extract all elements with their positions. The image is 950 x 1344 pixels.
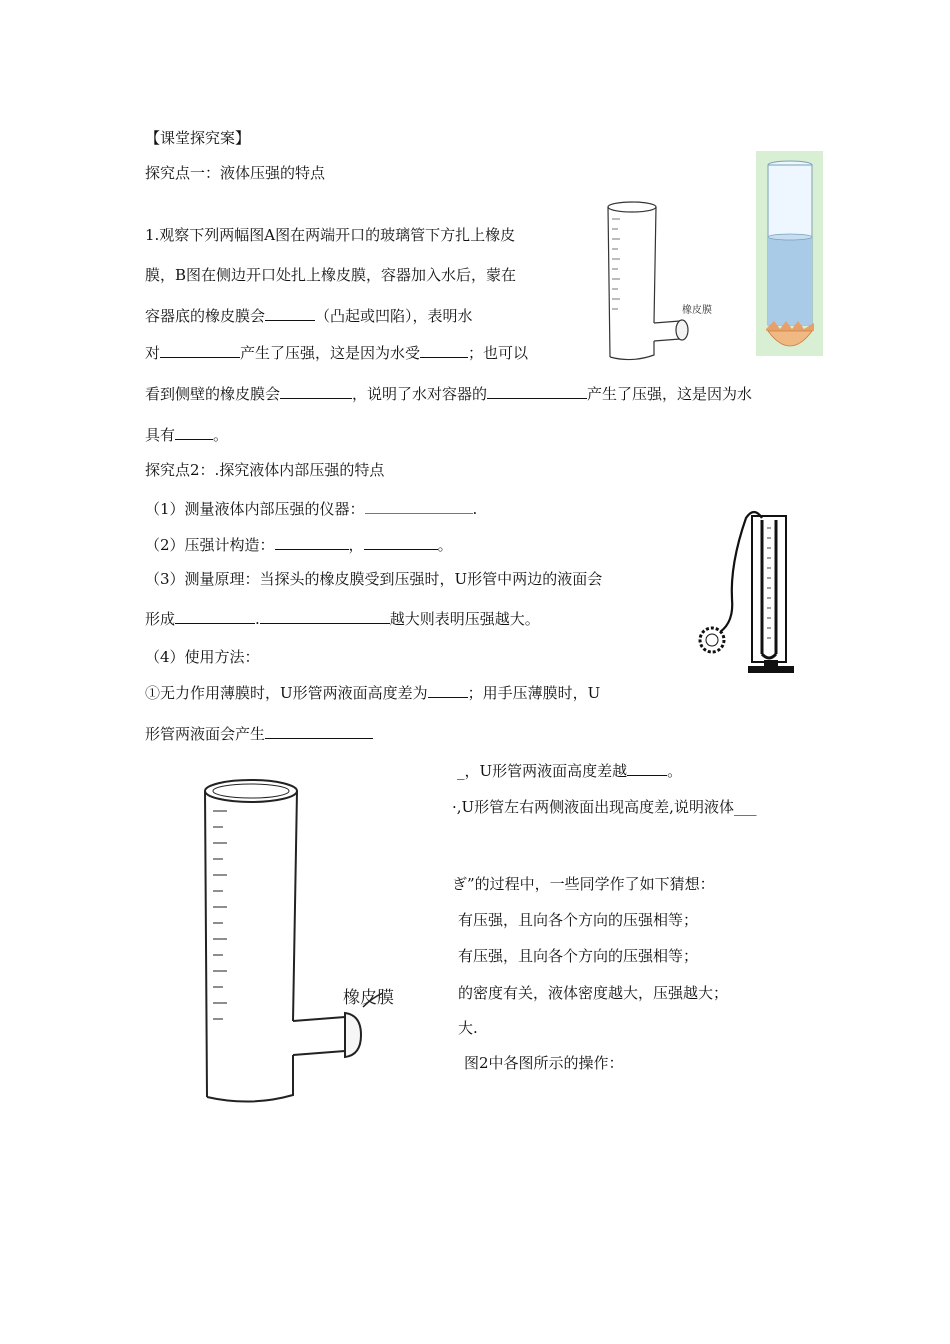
q1-line6 [145,425,228,445]
answer-blank[interactable] [160,343,240,358]
q1-line5-text: ，说明了水对容器的 [352,385,488,403]
answer-blank[interactable] [487,384,587,399]
q1-line3 [145,306,473,326]
q1-line4-text: ；也可以 [468,344,529,362]
answer-blank[interactable] [260,609,390,624]
p2-item1-text: . [472,500,478,518]
answer-blank[interactable] [175,609,255,624]
q1-line3-text: （凸起或凹陷），表明水 [315,307,473,325]
q1-line5-text: 产生了压强，这是因为水 [587,385,753,403]
guess-5: 图2中各图所示的操作： [464,1054,624,1072]
method-text: ；用手压薄膜时，U [467,684,601,702]
p2-item3-text: . [255,610,260,628]
guess-2: 有压强，且向各个方向的压强相等； [458,947,699,965]
method-line3 [457,761,682,781]
method-text: ①无力作用薄膜时，U形管两液面高度差为 [145,684,428,702]
method-line1 [145,683,600,703]
p2-item3-text: 形成 [145,610,176,628]
method-text: 形管两液面会产生 [145,725,266,743]
membrane-label-large: 橡皮膜 [343,988,394,1008]
q1-line1: 1.观察下列两幅图A图在两端开口的玻璃管下方扎上橡皮 [145,226,516,244]
method-text: _，U形管两液面高度差越 [457,762,628,780]
method-text: 。 [667,762,683,780]
guess-1: 有压强，且向各个方向的压强相等； [458,911,699,929]
answer-blank[interactable] [175,425,213,440]
large-tube-membrane-figure [195,765,425,1115]
p2-item1 [145,499,477,519]
answer-blank[interactable] [364,535,438,550]
answer-blank[interactable] [265,724,373,739]
q1-line5 [145,384,752,404]
answer-blank[interactable] [365,499,473,514]
section-title: 【课堂探究案】 [145,129,251,147]
q1-line4-text: 对 [145,344,161,362]
point1-title: 探究点一：液体压强的特点 [145,164,326,182]
guess-intro: ぎ”的过程中，一些同学作了如下猜想： [452,875,715,893]
method-text: ·,U形管左右两侧液面出现高度差,说明液体 [452,798,734,816]
p2-item2-text: （2）压强计构造： [145,536,275,554]
p2-item3-cont [145,609,540,629]
p2-item2-text: ， [348,536,364,554]
q1-line3-text: 容器底的橡皮膜会 [145,307,266,325]
p2-item3-text: 越大则表明压强越大。 [389,610,540,628]
answer-blank[interactable] [265,306,315,321]
answer-blank[interactable] [280,384,352,399]
p2-item2-text: 。 [437,536,453,554]
method-line4 [452,797,756,817]
guess-4: 大. [458,1019,478,1037]
q1-line5-text: 看到侧壁的橡皮膜会 [145,385,281,403]
answer-blank[interactable] [627,761,667,776]
answer-blank[interactable] [420,343,468,358]
membrane-label-small: 橡皮膜 [682,305,712,316]
p2-item4: （4）使用方法： [145,648,260,666]
guess-3: 的密度有关，液体密度越大，压强越大； [458,984,729,1002]
method-line2 [145,724,373,744]
q1-line4-text: 产生了压强，这是因为水受 [240,344,421,362]
pressure-gauge-figure [690,504,812,674]
p2-item3: （3）测量原理：当探头的橡皮膜受到压强时，U形管中两边的液面会 [145,570,603,588]
answer-blank[interactable] [428,683,468,698]
point2-title: 探究点2：.探究液体内部压强的特点 [145,461,385,479]
tube-bottom-membrane-figure [756,151,823,356]
tube-side-membrane-figure [600,195,730,365]
q1-line6-text: 具有 [145,426,176,444]
q1-line2: 膜，B图在侧边开口处扎上橡皮膜，容器加入水后，蒙在 [145,266,517,284]
p2-item1-text: （1）测量液体内部压强的仪器： [145,500,365,518]
method-text: ___ [733,798,757,816]
q1-line6-text: 。 [213,426,229,444]
answer-blank[interactable] [275,535,349,550]
p2-item2 [145,535,453,555]
q1-line4 [145,343,528,363]
